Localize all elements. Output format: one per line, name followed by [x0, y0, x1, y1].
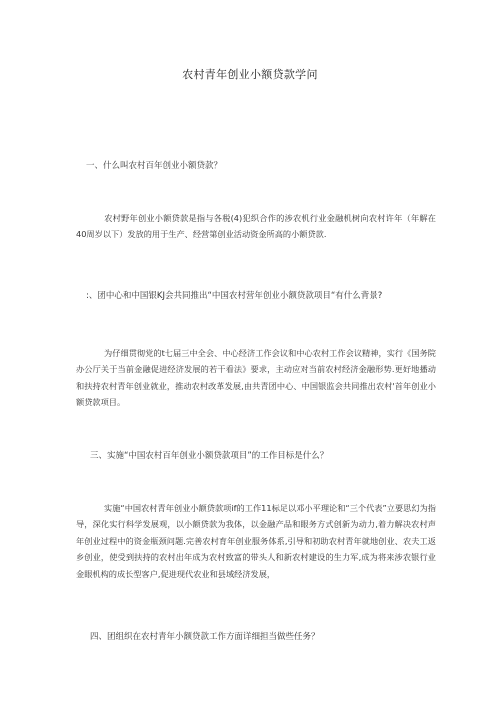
section-2-paragraph-text: 为仔细贯彻党的t七届三中全会、中心经济工作会议和中心农村工作会议精神，实行《国务院办公厅关于当前金融促进经济发展的若干看法》要求，主动应对当前农村经济金融形势.更好地播动和扶持农村青年创业就业，推动农村改革发展,由共青团中心、中国银监会共同推出农村'首年创业小额贷款项目。 [76, 348, 436, 408]
section-2-heading: :、团中心和中国银KJ会共同推出“中国农村营年创业小额贷款项目“有什么背景? [86, 291, 383, 301]
section-3-heading: 三、实施“中国农村百年创业小额贷款项目”的工作目标是什么？ [90, 451, 329, 461]
section-1-paragraph [76, 210, 436, 243]
document-title: 农村青年创业小额贷款学问 [182, 68, 318, 81]
section-4-heading: 四、团组织在农村青年小额贷款工作方面详细担当做些任务？ [90, 632, 320, 642]
section-3-paragraph [76, 500, 436, 582]
section-2-paragraph [76, 345, 436, 411]
section-1-heading: 一、什么叫农村百年创业小额贷款？ [86, 161, 223, 171]
section-3-paragraph-text: 实施“中国农村青年创业小额贷款项if的工作11标足以邓小平理论和“三个代表”立要思幻为指导，深化实行科学发展观，以小额贷款为我体，以金融产品和眼务方式创新为动力,着力解决农村声年创业过程中的资金瓶颈问题.完善农村育年创业服务体系,引导和初助农村青年就地创业、农夫工返乡创业，使受到扶持的农村出年成为农村致富的带头人和新农村建设的生力军,成为将来涉农银行业金眼机构的成长型客户,促进现代农业和县域经济发展， [76, 503, 436, 579]
section-1-paragraph-text: 农村野年创业小额贷款是指与各税(4)犯织合作的涉农机行业金融机树向农村许年（年解在40周岁以下）发放的用于生产、经营第创业活动资金所高的小额贷款. [76, 213, 436, 240]
